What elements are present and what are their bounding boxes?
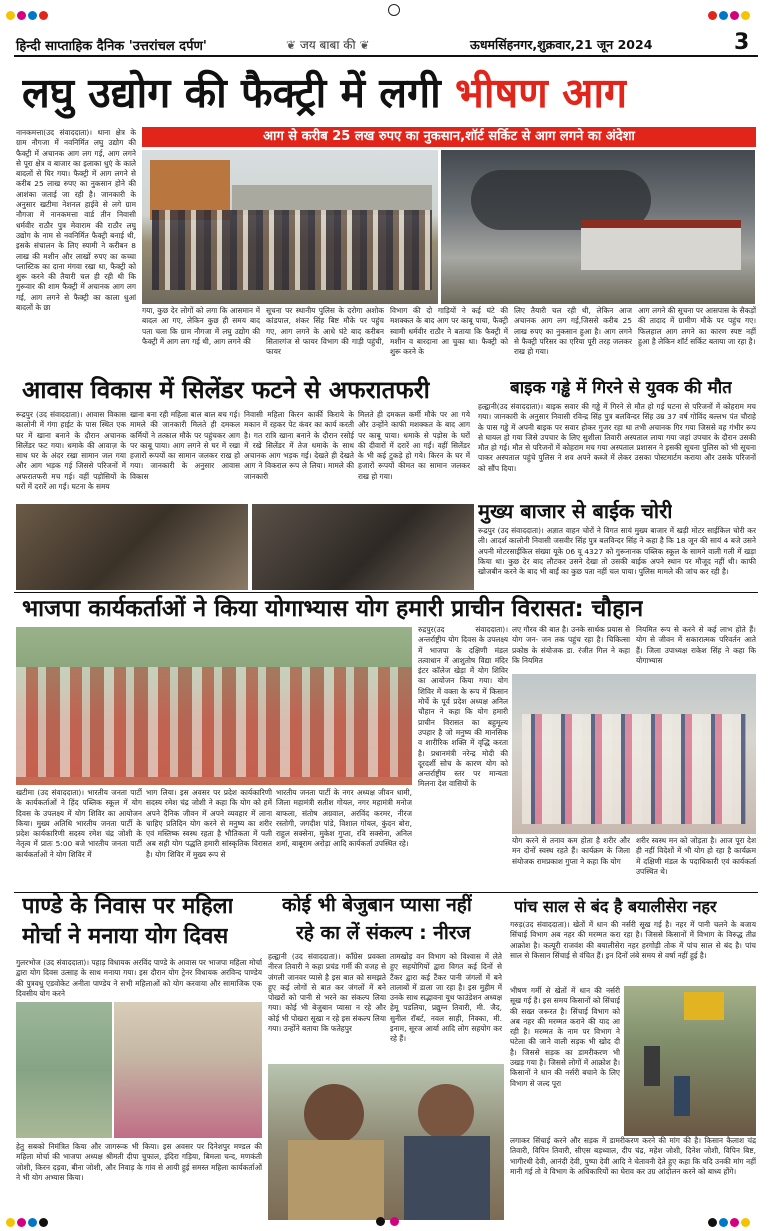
photo-water-pledge: [268, 1064, 504, 1220]
headline-mahila-morcha-1: पाण्डे के निवास पर महिला: [22, 894, 234, 919]
headline-yoga: भाजपा कार्यकर्ताओं ने किया योगाभ्यास योग हमारी प्राचीन विरासत: चौहान: [22, 596, 644, 622]
story-body-yoga-top-1: लए गौरव की बात है। उनके सार्थक प्रयास से योग जन- जन तक पहुंच रहा है। चिकित्सा प्रकोष्ठ के संयोजक डा. रंजीत गिल ने कहा कि नियमित: [512, 625, 630, 665]
story-body-canal-1: गरुड़(उद संवाददाता)। खेतों में धान की नर्सरी सूख गई है। नहर में पानी चलने के बजाय सिंचाई विभाग अब नहर की मरम्मत करा रहा है। जिससे किसानों में विभाग के विरुद्ध तीव्र आक्रोश है। कत्यूरी राजवंश की बयालीसेरा नहर हरगोड़ी तोक में पांच साल से बंद है। पांच साल से किसान सिंचाई से वंचित हैं। इन दिनों लंबे समय से वर्षा नहीं हुई है।: [510, 920, 756, 960]
color-dots-right: [708, 5, 752, 24]
story-body-factory-fire-2: गया, कुछ देर लोगों को लगा कि आसमान में बादल आ गए, लेकिन कुछ ही समय बाद पता चला कि ग्राम नौगजा में लघु उद्योग की फैक्ट्री में आग लग गई थी, आग लगने की: [142, 306, 260, 346]
dateline: ऊधमसिंहनगर,शुक्रवार,21 जून 2024: [470, 37, 653, 52]
story-body-cylinder-4: मिलते ही दमकल कर्मी मौके पर आ गये और उन्होंने काफी मशक्कत के बाद आग पर काबू पाया। धमाके से पड़ोस के घरों की दीवारों में दरारें आ गईं। वहीं सिलेंडर के भी कई टुकड़े हो गये। किरन के घर में हजारों रूपयों कीमत का सामान जलकर राख हो गया।: [358, 410, 470, 481]
photo-factory-smoke: [441, 150, 755, 304]
story-body-yoga-khatima-3: भारतीय जनता पार्टी के नगर अध्यक्ष जीवन धामी, जिला महामंत्री सतीश गोयल, नगर महामंत्री मनोज बाफला, संतोष अग्रवाल, अरविंद करमर, नीरज रस्तोगी, जगदीश पांडे, विशाल गोयल, कुंदन बोरा, राहुल सक्सेना, मुकेश गुप्ता, रवि सक्सेना, अनिल शर्मा, बाबूराम अरोड़ा आदि कार्यकर्ता उपस्थित रहे।: [276, 788, 412, 849]
photo-cylinder-debris: [252, 504, 474, 590]
story-body-yoga-khatima-2: भाग लिया। इस अवसर पर प्रदेश कार्यकारिणी सदस्य रमेश चंद्र जोशी ने कहा कि योग को हमें अपने दैनिक जीवन में अपने व्यवहार में लाना चाहिए प्रतिदिन योग करने से मनुष्य का शरीर एवं मस्तिष्क स्वस्थ रहता है भौतिकता में पली अब सही योग पद्धति हमारी सांस्कृतिक विरासत है। योग शिविर में मुख्य रूप से: [146, 788, 272, 859]
story-body-canal-3: लगाकर सिंचाई करने और सड़क में डामरीकरण करने की मांग की है। किसान कैलाश चंद्र तिवारी, विपिन तिवारी, सीएस बड़थ्वाल, दीप चंद्र, महेश जोशी, दिनेश जोशी, विपिन बिष्ट, भागीरथी देवी, आनंदी देवी, पुष्पा देवी आदि ने चेतावनी देते हुए कहा कि यदि उनकी मांग नहीं मानी गई तो वे विभाग के अधिकारियों का घेराव कर उग्र आंदोलन करने को बाध्य होंगे।: [510, 1136, 756, 1176]
paper-name: हिन्दी साप्ताहिक दैनिक 'उत्तरांचल दर्पण': [16, 39, 207, 54]
story-body-factory-fire-3: सूचना पर स्थानीय पुलिस के दरोगा अशोक कांडपाल, शंकर सिंह बिष्ट मौके पर पहुंच गए, आग लगने के आधे घंटे बाद करीबन सितारगंज से फायर विभाग की गाड़ी पहुंची, फायर: [266, 306, 384, 357]
story-body-yoga-top-2: नियमित रूप से करने से कई लाभ होते हैं। योग से जीवन में सकारात्मक परिवर्तन आते हैं। जिला उपाध्यक्ष राकेश सिंह ने कहा कि योगाभ्यास: [636, 625, 756, 665]
headline-cylinder-blast: आवास विकास में सिलेंडर फटने से अफरातफरी: [22, 376, 430, 404]
slogan: ❦ जय बाबा की ❦: [286, 38, 370, 52]
footer-dots-left: [6, 1212, 50, 1231]
story-body-bike-theft: रूद्रपुर (उद संवाददाता)। अज्ञात वाहन चोरों ने विगत सायं मुख्य बाजार में खड़ी मोटर साईकिल चोरी कर ली। आदर्श कालोनी निवासी जसवीर सिंह पुत्र बलविन्दर सिंह ने कहा है कि 18 जून की सायं 4 बजे उसने अपनी मोटरसाईकिल संख्या यूके 06 यू 4327 को गुरूनानक पब्लिक स्कूल के सामने वाली गली में खड़ा किया था। कुछ देर बाद लौटकर उसने देखा तो उसकी बाईक अपने स्थान पर मौजूद नहीं थी। काफी खोजबीन करने के बाद भी बाईं का कुछ पता नहीं चल पाया। पुलिस मामले की जांच कर रही है।: [478, 526, 756, 577]
photo-yoga-camp: [16, 627, 412, 785]
headline-mahila-morcha-2: मोर्चा ने मनाया योग दिवस: [22, 924, 229, 949]
subhead-bar: [142, 127, 756, 147]
color-dots-left: [6, 5, 50, 24]
headline-water-pledge-1: कोई भी बेजुबान प्यासा नहीं: [282, 894, 472, 916]
story-body-factory-fire-4: विभाग की दो गाड़ियों ने कई घंटे की मशक्कत के बाद आग पर काबू पाया, फैक्ट्री स्वामी धर्मवीर राठौर ने बताया कि फैक्ट्री में मशीन व बारदाना आ चुका था। फैक्ट्री को शुरू करने के: [390, 306, 508, 357]
story-body-mahila-morcha: गुलरभोज (उद संवाददाता)। पहाड़ विधायक अरविंद पाण्डे के आवास पर भाजपा महिला मोर्चा द्वारा योग दिवस उत्साह के साथ मनाया गया। इस दौरान योग ट्रेनर विधायक अरविन्द पाण्डेय की पुत्रवधु एडवोकेट अनीता पाण्डेय ने सभी महिलाओं को योग करवाया और सामाजिक एक दिवसीय योग करने: [16, 958, 262, 998]
story-body-cylinder-2: खाना बना रही महिला बाल बाल बच गई। मामले की जानकारी मिलते ही दमकल कर्मियों ने तत्काल मौके पर पहुंचकर आग पर काबू पाया। आग लगने से घर में रखा हजारों रूपयों का सामान जलकर राख हो गया। जानकारी के अनुसार आवास विकास: [130, 410, 240, 481]
story-body-water-pledge-2: तामखोड़ वन विभाग को विश्वास में लेते हुए सहयोगियों द्वारा विगत कई दिनों से टैंकर द्वारा कई टैंकर पानी जंगलों में बने तालाबों में डाला जा रहा है। इस मुहीम में उनके साथ सद्भावना यूथ फाउंडेशन अध्यक्ष हेमू पडलिया, प्रद्युम्न तिवारी, मी. जैद, सुनील रॉबर्ट, नवल साही, निक्का, मी. इनाम, सूरज आर्या आदि लोग सहयोग कर रहे हैं।: [390, 952, 502, 1044]
headline-canal-closed: पांच साल से बंद है बयालीसेरा नहर: [514, 897, 717, 916]
story-body-cylinder-3: निवासी महिला किरन कार्की किराये के मकान में रहकर पेट कंवर का कार्य करती है। गत रात्रि खाना बनाने के दौरान रसोई में रखे सिलेंडर में तेज धमाके के साथ अचानक आग भड़क गई। देखते ही देखते आग ने विकराल रूप ले लिया। मामले की जानकारी: [244, 410, 354, 481]
story-body-factory-fire: नानकमत्ता(उद संवाददाता)। थाना क्षेत्र के ग्राम नौगजा में नवनिर्मित लघु उद्योग की फैक्ट्री में अचानक आग लग गई, आग लगने से पूरा क्षेत्र व बाजार का इलाका धुएं के काले बादलों से घिर गया। फैक्ट्री में आग लगने से करीब 25 लाख रुपए का नुकसान होने की आशंका जताई जा रही है। जानकारी के अनुसार खटीमा नेशनल हाईवे से लगे ग्राम नौगजा में नानकमत्ता वार्ड तीन निवासी धर्मवीर राठौर पुत्र मेवाराम की राठौर लघु उद्योग के नाम से नवनिर्मित फैक्ट्री बनाई थी, इसके संचालन के लिए स्यामी ने करीबन 8 लाख की मशीन और लाखों रुपए का कच्चा प्लास्टिक का दाना मंगवा रखा था, फैक्ट्री को शुरू करने की तैयारी चल ही रही थी कि गुरूवार की शाम फैक्ट्री में अचानक आग लग गई, आग लगने से फैक्ट्री का काला धुआं बादलों के छा: [16, 128, 136, 313]
subhead-factory-fire: आग से करीब 25 लख रुपए का नुकसान,शॉर्ट सर्किट से आग लगने का अंदेशा: [263, 129, 635, 144]
story-body-yoga-khatima-1: खटीमा (उद संवाददाता)। भारतीय जनता पार्टी के कार्यकर्ताओं ने हिंद पब्लिक स्कूल में योग दिवस के उपलक्ष्य में योग शिविर का आयोजन किया। मुख्य अतिथि भारतीय जनता पार्टी के प्रदेश कार्यकारिणी सदस्य रमेश चंद्र जोशी के नेतृत्व में प्रातः 5:00 बजे भारतीय जनता पार्टी कार्यकर्ताओं ने योग शिविर में: [16, 788, 142, 859]
story-body-yoga-bottom-2: शरीर स्वस्थ मन को जोड़ता है। आज पूरा देश ही नहीं विदेशों में भी योग हो रहा है कार्यक्रम में दक्षिणी मंडल के पदाधिकारी एवं कार्यकर्ता उपस्थित थे।: [636, 836, 756, 876]
headline-water-pledge-2: रहे का लें संकल्प : नीरज: [296, 922, 471, 944]
headline-factory-fire: लघु उद्योग की फैक्ट्री में लगी भीषण आग: [22, 69, 628, 117]
footer-registration-mark: [376, 1211, 404, 1221]
story-body-factory-fire-5: लिए तैयारी चल रही थी, लेकिन आज अचानक आग लग गई,जिससे करीब 25 लाख रुपए का नुकसान हुआ है। आग लगने से फैक्ट्री परिसर का एरिया पूरी तरह जलकर राख हो गया।: [514, 306, 632, 357]
photo-canal-work: [624, 986, 756, 1136]
story-body-mahila-morcha-2: हेतु सबको निमंत्रित किया और जागरूक भी किया। इस अवसर पर दिनेशपुर मण्डल की महिला मोर्चा की भाजपा अध्यक्ष श्रीमती दीपा चुफाल, इंदिरा गड़िया, बिमला चन्द, मणकंती जोशी, किरन दड़वा, बीना जोशी, और निवाड़ के गांव से आयी हुई समस्त महिला कार्यकर्ताओं ने भी योग अभ्यास किया।: [16, 1142, 262, 1182]
story-body-water-pledge-1: हल्द्वानी (उद संवाददाता)। कॉंग्रेस प्रवक्ता नीरज तिवारी ने कहा प्रचंड गर्मी की वजह से जंगली जानवर प्यासे है इस बात को समझते हुए कई लोगों से बात कर जंगलों में बने पोखरों को पानी से भरने का संकल्प लिया गया। कोई भी बेजुबान प्यासा न रहे और कोई भी पोखरा सूखा न रहे इस संकल्प लिया गया। उन्होंने बताया कि फतेहपुर: [268, 952, 386, 1034]
headline-bike-theft: मुख्य बाजार से बाईक चोरी: [478, 499, 673, 523]
story-body-yoga-main: रुद्रपुर(उद संवाददाता)। अन्तर्राष्ट्रीय योग दिवस के उपलक्ष्य में भाजपा के दक्षिणी मंडल तत्वाधान में आशुतोष विद्या मंदिर इंटर कॉलेज खेड़ा में योग शिविर का आयोजन किया गया। योग शिविर में वक्ता के रूप में किसान मोर्चे के पूर्व प्रदेश अध्यक्ष अनिल चौहान ने कहा कि योग हमारी प्राचीन विरासत का बहुमूल्य उपहार है जो मनुष्य की मानसिक व शारीरिक शक्ति में वृद्धि करता है। प्रधानमंत्री नरेन्द्र मोदी की दूरदर्शी सोच के कारण योग को अन्तर्राष्ट्रीय स्तर पर मान्यता मिलना देश वासियों के: [418, 625, 508, 789]
photo-factory-crowd: [142, 150, 438, 304]
story-body-yoga-bottom-1: योग करने से तनाव कम होता है शरीर और मन दोनों स्वस्थ रहते हैं। कार्यक्रम के जिला संयोजक रामप्रकाश गुप्ता ने कहा कि योग: [512, 836, 630, 866]
story-body-cylinder-1: रूद्रपुर (उद संवाददाता)। आवास विकास कालोनी में गंगा हाईट के पास स्थित एक घर में खाना बनाने के दौरान अचानक सिलेंडर फट गया। धमाके की आवाज़ के साथ घर के अंदर रखा सामान जल गया और आग भड़क गई जिससे परिजनों में अफरातफरी मच गई। वहीं पड़ोसियों के घरों में दरारें आ गईं। घटना के समय: [16, 410, 126, 492]
footer-dots-right: [708, 1212, 752, 1231]
registration-mark-icon: [388, 4, 400, 16]
photo-mahila-yoga-left: [16, 1002, 112, 1138]
page-number: 3: [734, 30, 750, 55]
headline-bike-death: बाइक गड्ढे में गिरने से युवक की मौत: [510, 378, 732, 398]
photo-yoga-group: [512, 674, 756, 834]
story-body-bike-death: हल्द्वानी(उद संवाददाता)। बाइक सवार की गड्ढे में गिरने से मौत हो गई घटना से परिजनों में कोहराम मच गया। जानकारी के अनुसार निवासी रविन्द्र सिंह पुत्र बलविन्दर सिंह उम्र 37 वर्ष गोविंद बल्लभ पंत चौराहे के पास गड्ढे में अपनी बाइक पर सवार होकर गुजर रहा था तभी अचानक गिर गया जिससे वह गंभीर रूप से घायल हो गया जिसे उपचार के लिए सुशीला तिवारी अस्पताल लाया गया जहां उपचार के दौरान उसकी मौत हो गई। मौत से परिजनों में कोहराम मच गया अस्पताल प्रशासन ने इसकी सूचना पुलिस को भी सूचना पाकर अस्पताल पहुंचे पुलिस ने शव अपने कब्जे में लेकर उसका पोस्टमार्टम कराया और उसके परिजनों को सौंप दिया।: [478, 402, 756, 473]
section-rule-1: [14, 592, 758, 593]
photo-mahila-yoga-right: [114, 1002, 262, 1138]
masthead-rule: [14, 55, 758, 57]
photo-cylinder-room: [16, 504, 248, 590]
story-body-factory-fire-6: आग लगने की सूचना पर आसपास के सैकड़ों की तादाद में ग्रामीण मौके पर पहुंच गए। फिलहाल आग लगने का कारण स्पष्ट नहीं हुआ है लेकिन शॉर्ट सर्किट बताया जा रहा है।: [638, 306, 756, 346]
story-body-canal-2: भीषण गर्मी से खेतों में धान की नर्सरी सूख गई है। इस समय किसानों को सिंचाई की सख्त जरूरत है। सिंचाई विभाग को अब नहर की मरम्मत कराने की याद आ रही है। मरम्मत के नाम पर विभाग ने घटेला की जाने वाली सड़क भी खोद दी है। जिससे सड़क का डामरीकरण भी उखड़ गया है। जिससे लोगों में आक्रोश है। किसानों ने धान की नर्सरी बचाने के लिए विभाग से जल्द पूरा: [510, 986, 620, 1088]
